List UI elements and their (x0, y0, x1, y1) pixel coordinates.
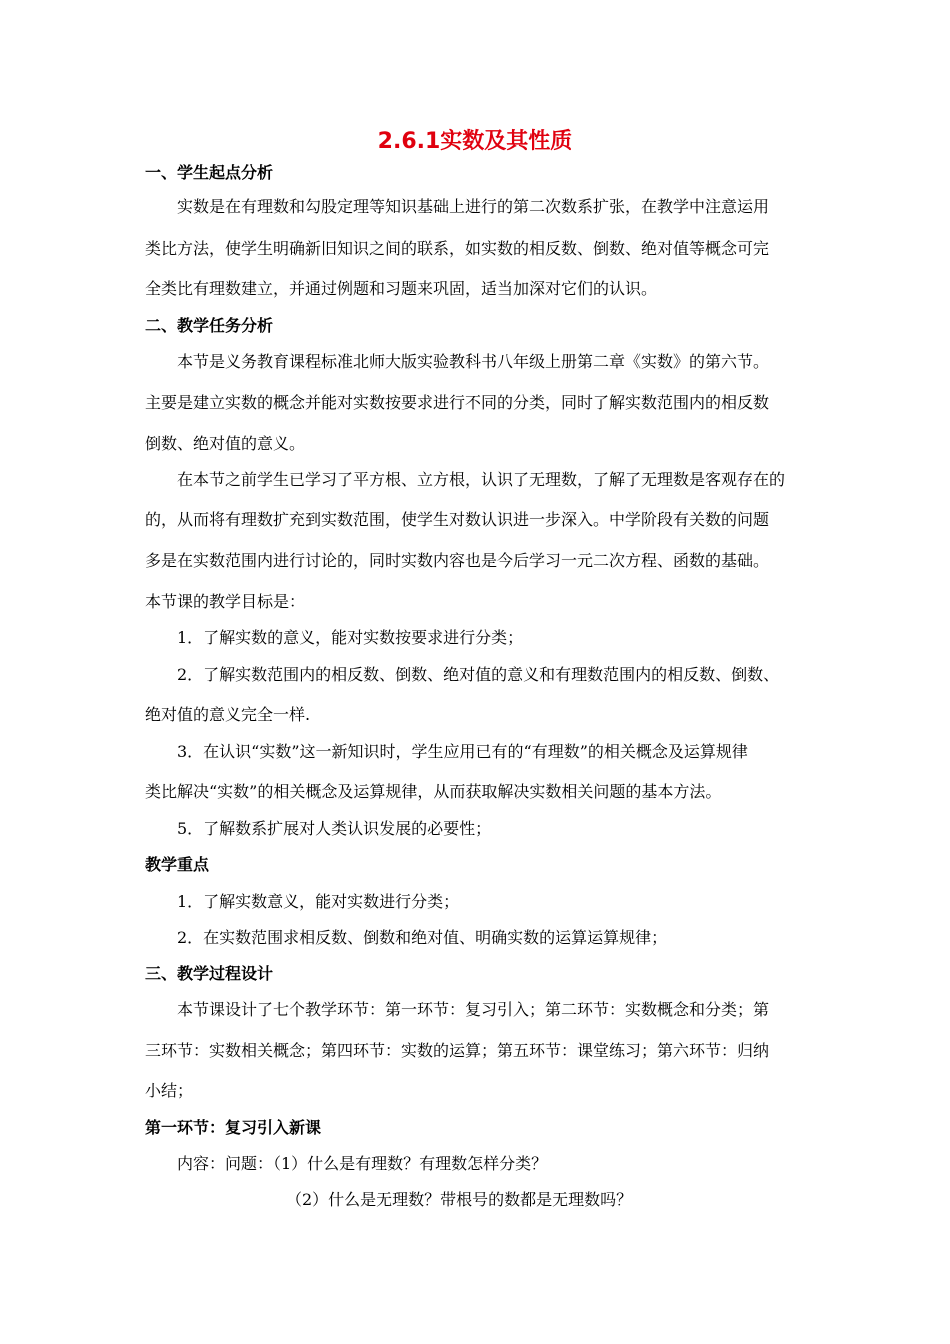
paragraph-line: 类比方法，使学生明确新旧知识之间的联系，如实数的相反数、倒数、绝对值等概念可完 (145, 239, 770, 258)
paragraph-line: 类比解决“实数”的相关概念及运算规律，从而获取解决实数相关问题的基本方法。 (145, 782, 722, 801)
paragraph-line: 实数是在有理数和勾股定理等知识基础上进行的第二次数系扩张，在教学中注意运用 (177, 197, 770, 216)
document-title: 2.6.1实数及其性质 (377, 129, 573, 154)
paragraph-line: 本节课的教学目标是： (145, 592, 306, 611)
paragraph-line: 绝对值的意义完全一样. (145, 705, 311, 724)
section-heading-process-design: 三、教学过程设计 (145, 964, 274, 983)
list-item: 1．了解实数意义，能对实数进行分类； (177, 892, 460, 911)
list-item: 3．在认识“实数”这一新知识时，学生应用已有的“有理数”的相关概念及运算规律 (177, 742, 748, 761)
paragraph-line: 在本节之前学生已学习了平方根、立方根，认识了无理数，了解了无理数是客观存在的 (177, 470, 786, 489)
list-item: 2．了解实数范围内的相反数、倒数、绝对值的意义和有理数范围内的相反数、倒数、 (177, 665, 780, 684)
paragraph-line: 主要是建立实数的概念并能对实数按要求进行不同的分类，同时了解实数范围内的相反数 (145, 393, 770, 412)
paragraph-line: 多是在实数范围内进行讨论的，同时实数内容也是今后学习一元二次方程、函数的基础。 (145, 551, 770, 570)
section-heading-task-analysis: 二、教学任务分析 (145, 316, 274, 335)
paragraph-line: 倒数、绝对值的意义。 (145, 434, 306, 453)
list-item: 5．了解数系扩展对人类认识发展的必要性； (177, 819, 492, 838)
paragraph-line: 小结； (145, 1081, 194, 1100)
paragraph-line: 全类比有理数建立，并通过例题和习题来巩固，适当加深对它们的认识。 (145, 279, 658, 298)
section-heading-student-analysis: 一、学生起点分析 (145, 163, 274, 182)
list-item: 2．在实数范围求相反数、倒数和绝对值、明确实数的运算运算规律； (177, 928, 668, 947)
paragraph-line: 的，从而将有理数扩充到实数范围，使学生对数认识进一步深入。中学阶段有关数的问题 (145, 510, 770, 529)
list-item: 1．了解实数的意义，能对实数按要求进行分类； (177, 628, 524, 647)
paragraph-line: 三环节：实数相关概念；第四环节：实数的运算；第五环节：课堂练习；第六环节：归纳 (145, 1041, 770, 1060)
paragraph-line: 本节是义务教育课程标准北师大版实验教科书八年级上册第二章《实数》的第六节。 (177, 352, 770, 371)
section-heading-first-step: 第一环节：复习引入新课 (145, 1118, 322, 1137)
section-heading-key-points: 教学重点 (145, 855, 210, 874)
question-line: （2）什么是无理数？带根号的数都是无理数吗？ (286, 1190, 633, 1209)
paragraph-line: 本节课设计了七个教学环节：第一环节：复习引入；第二环节：实数概念和分类；第 (177, 1000, 770, 1019)
question-line: 内容：问题：（1）什么是有理数？有理数怎样分类？ (177, 1154, 548, 1173)
